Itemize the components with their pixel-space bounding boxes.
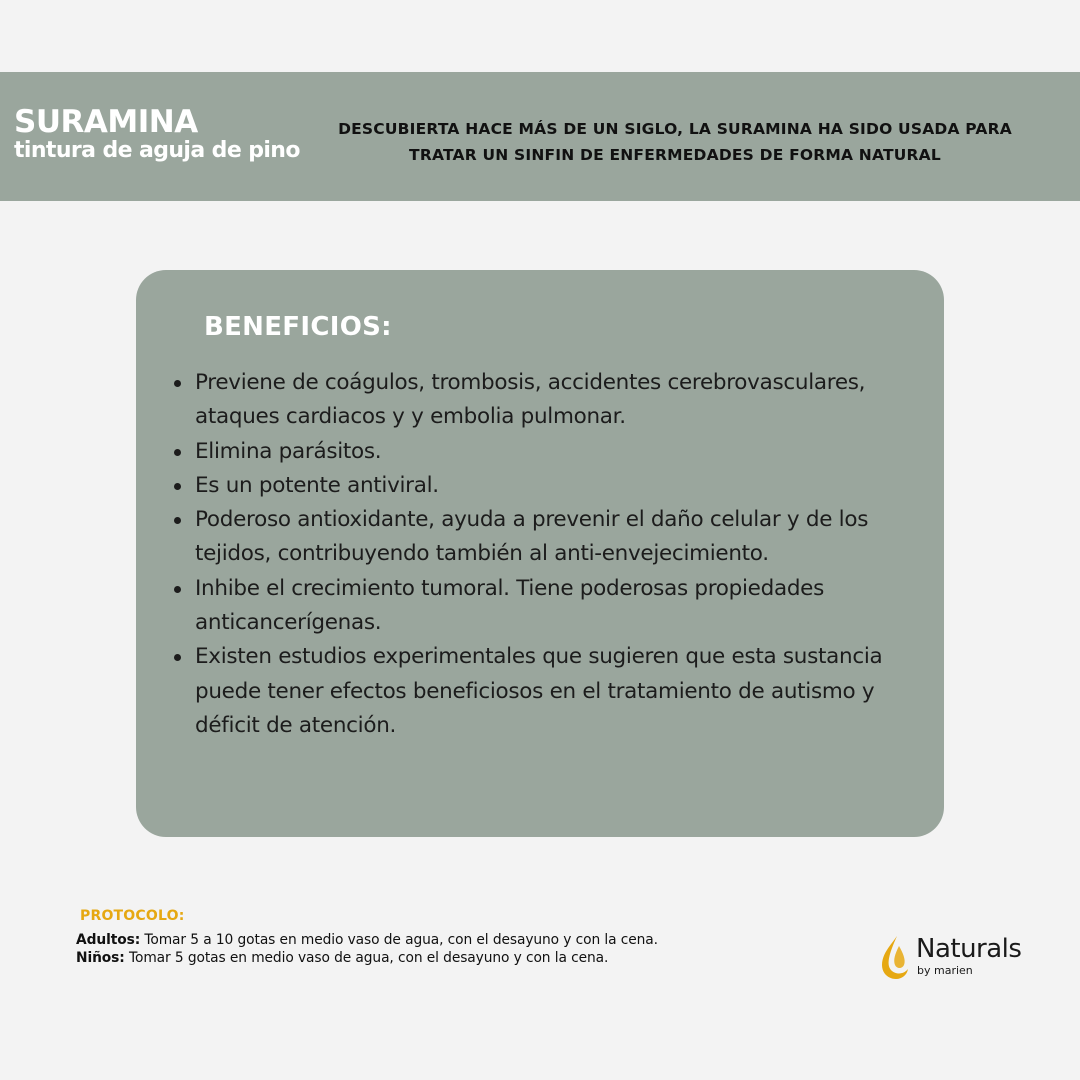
page-title: SURAMINA bbox=[14, 104, 198, 140]
list-item bbox=[195, 435, 935, 469]
protocol-children-text: Tomar 5 gotas en medio vaso de agua, con el desayuno y con la cena. bbox=[124, 950, 609, 966]
protocol-adults bbox=[76, 932, 658, 948]
list-item-text: Elimina parásitos. bbox=[195, 438, 382, 464]
page-subtitle: tintura de aguja de pino bbox=[14, 138, 300, 163]
tagline-line-1: DESCUBIERTA HACE MÁS DE UN SIGLO, LA SURAMINA HA SIDO USADA PARA bbox=[338, 120, 1012, 138]
protocol-children-label: Niños: bbox=[76, 950, 125, 966]
logo-name: Naturals bbox=[916, 934, 1022, 964]
bullet-icon bbox=[174, 586, 181, 593]
list-item bbox=[195, 503, 935, 572]
list-item-text: Poderoso antioxidante, ayuda a prevenir el daño celular y de los tejidos, contribuyendo también al anti-envejecimiento. bbox=[195, 507, 869, 567]
benefits-heading: BENEFICIOS: bbox=[204, 312, 392, 342]
bullet-icon bbox=[174, 483, 181, 490]
benefits-list bbox=[195, 366, 935, 743]
protocol-adults-label: Adultos: bbox=[76, 932, 141, 948]
list-item-text: Existen estudios experimentales que sugieren que esta sustancia puede tener efectos beneficiosos en el tratamiento de autismo y déficit de atención. bbox=[195, 644, 883, 738]
list-item bbox=[195, 572, 935, 641]
benefits-card bbox=[136, 270, 944, 837]
brand-logo bbox=[880, 934, 1040, 982]
protocol-children bbox=[76, 950, 608, 966]
list-item bbox=[195, 366, 935, 435]
bullet-icon bbox=[174, 517, 181, 524]
bullet-icon bbox=[174, 654, 181, 661]
list-item-text: Previene de coágulos, trombosis, accidentes cerebrovasculares, ataques cardiacos y y embolia pulmonar. bbox=[195, 370, 866, 430]
list-item-text: Es un potente antiviral. bbox=[195, 472, 439, 498]
bullet-icon bbox=[174, 449, 181, 456]
protocol-adults-text: Tomar 5 a 10 gotas en medio vaso de agua, con el desayuno y con la cena. bbox=[140, 932, 658, 948]
list-item bbox=[195, 469, 935, 503]
bullet-icon bbox=[174, 380, 181, 387]
oil-drop-icon bbox=[880, 934, 910, 980]
list-item bbox=[195, 640, 935, 743]
tagline-line-2: TRATAR UN SINFIN DE ENFERMEDADES DE FORMA NATURAL bbox=[409, 146, 941, 164]
header-tagline bbox=[320, 116, 1030, 168]
list-item-text: Inhibe el crecimiento tumoral. Tiene poderosas propiedades anticancerígenas. bbox=[195, 575, 825, 636]
logo-byline: by marien bbox=[917, 964, 973, 977]
protocol-title: PROTOCOLO: bbox=[80, 908, 185, 924]
